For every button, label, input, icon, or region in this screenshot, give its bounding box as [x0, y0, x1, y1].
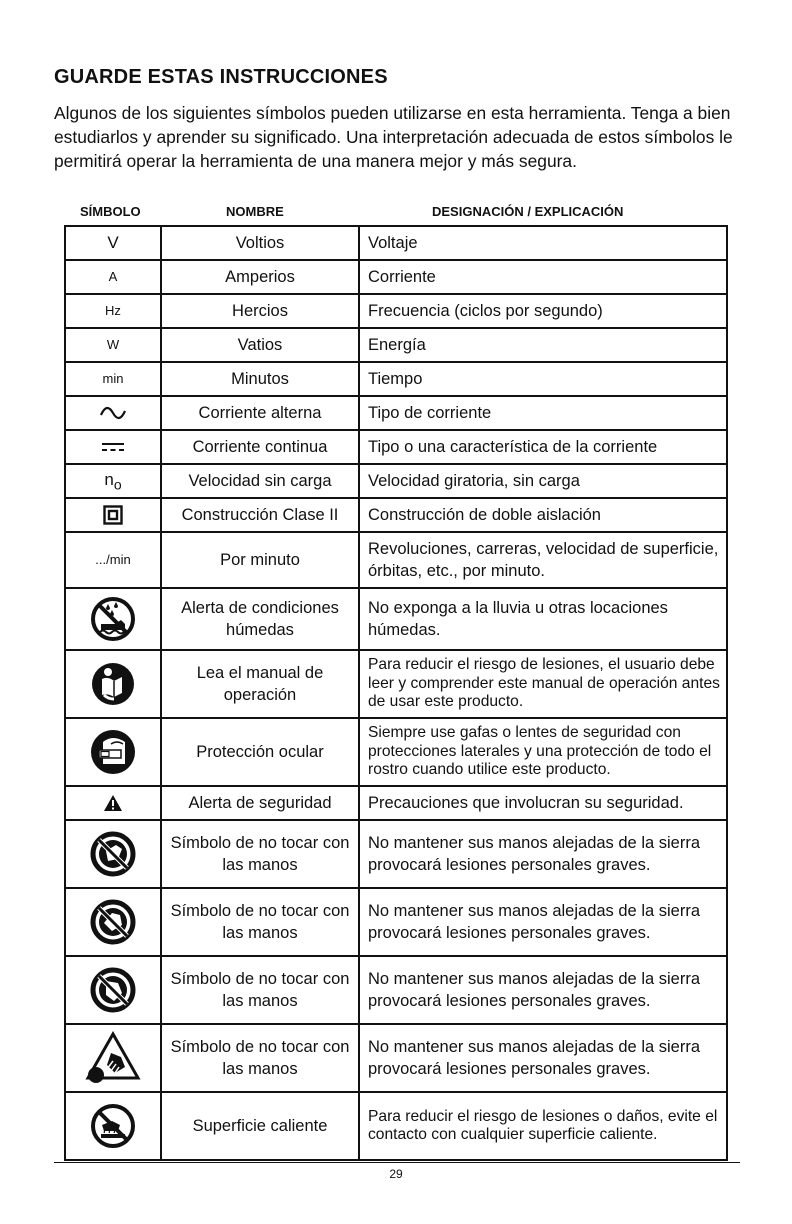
description-cell: No mantener sus manos alejadas de la sierra provocará lesiones personales graves. — [359, 1024, 727, 1092]
name-cell: Símbolo de no tocar con las manos — [161, 888, 359, 956]
table-row — [65, 362, 727, 396]
description-cell: No mantener sus manos alejadas de la sierra provocará lesiones personales graves. — [359, 888, 727, 956]
symbol-cell — [65, 430, 161, 464]
description-cell: Construcción de doble aislación — [359, 498, 727, 532]
page-heading: GUARDE ESTAS INSTRUCCIONES — [54, 66, 388, 88]
description-cell: Para reducir el riesgo de lesiones, el usuario debe leer y comprender este manual de operación antes de usar este producto. — [359, 650, 727, 718]
volt-symbol: V — [107, 233, 119, 252]
description-cell: No exponga a la lluvia u otras locaciones húmedas. — [359, 588, 727, 650]
table-row — [65, 588, 727, 650]
name-cell: Alerta de condiciones húmedas — [161, 588, 359, 650]
name-cell: Símbolo de no tocar con las manos — [161, 820, 359, 888]
class-ii-construction-icon — [103, 505, 123, 525]
safety-alert-icon — [103, 794, 123, 812]
symbol-cell — [65, 498, 161, 532]
column-headers — [64, 204, 728, 222]
symbol-cell — [65, 956, 161, 1024]
column-header-symbol: SÍMBOLO — [80, 204, 141, 219]
name-cell: Por minuto — [161, 532, 359, 588]
symbols-table — [64, 225, 728, 1161]
description-cell: Velocidad giratoria, sin carga — [359, 464, 727, 498]
name-cell: Superficie caliente — [161, 1092, 359, 1160]
symbol-cell — [65, 532, 161, 588]
table-row — [65, 294, 727, 328]
name-cell: Hercios — [161, 294, 359, 328]
direct-current-icon — [100, 441, 126, 453]
no-hands-icon — [90, 899, 136, 945]
table-row — [65, 396, 727, 430]
table-row — [65, 464, 727, 498]
column-header-name: NOMBRE — [226, 204, 284, 219]
table-row — [65, 888, 727, 956]
table-row — [65, 718, 727, 786]
intro-paragraph: Algunos de los siguientes símbolos pueden utilizarse en esta herramienta. Tenga a bien estudiarlos y aprender su significado. Una interpretación adecuada de estos símbolos le permitirá operar la herramienta de una manera mejor y más segura. — [54, 103, 733, 171]
no-hands-icon — [90, 831, 136, 877]
description-cell: Voltaje — [359, 226, 727, 260]
description-cell: Revoluciones, carreras, velocidad de superficie, órbitas, etc., por minuto. — [359, 532, 727, 588]
hertz-symbol: Hz — [105, 303, 121, 318]
description-cell: Siempre use gafas o lentes de seguridad con protecciones laterales y una protección de todo el rostro cuando utilice este producto. — [359, 718, 727, 786]
footer-rule — [54, 1162, 740, 1163]
table-row — [65, 956, 727, 1024]
name-cell: Símbolo de no tocar con las manos — [161, 1024, 359, 1092]
symbol-cell — [65, 1092, 161, 1160]
symbol-cell — [65, 294, 161, 328]
name-cell: Vatios — [161, 328, 359, 362]
symbol-cell — [65, 820, 161, 888]
name-cell: Minutos — [161, 362, 359, 396]
table-row — [65, 532, 727, 588]
description-cell: Energía — [359, 328, 727, 362]
name-cell: Lea el manual de operación — [161, 650, 359, 718]
symbol-cell — [65, 786, 161, 820]
symbol-cell — [65, 888, 161, 956]
ampere-symbol: A — [108, 269, 118, 284]
alternating-current-icon — [98, 405, 128, 421]
symbol-cell — [65, 328, 161, 362]
name-cell: Alerta de seguridad — [161, 786, 359, 820]
description-cell: No mantener sus manos alejadas de la sierra provocará lesiones personales graves. — [359, 820, 727, 888]
symbol-cell — [65, 226, 161, 260]
name-cell: Corriente alterna — [161, 396, 359, 430]
description-cell: Frecuencia (ciclos por segundo) — [359, 294, 727, 328]
wet-conditions-alert-icon — [90, 596, 136, 642]
page-number: 29 — [389, 1167, 403, 1181]
name-cell: Velocidad sin carga — [161, 464, 359, 498]
table-row — [65, 226, 727, 260]
table-row — [65, 820, 727, 888]
symbol-cell — [65, 260, 161, 294]
name-cell: Amperios — [161, 260, 359, 294]
description-cell: Tipo de corriente — [359, 396, 727, 430]
name-cell: Construcción Clase II — [161, 498, 359, 532]
symbol-cell — [65, 464, 161, 498]
table-row — [65, 498, 727, 532]
table-row — [65, 1024, 727, 1092]
description-cell: Tiempo — [359, 362, 727, 396]
symbol-cell — [65, 396, 161, 430]
name-cell: Protección ocular — [161, 718, 359, 786]
table-row — [65, 1092, 727, 1160]
hand-warning-triangle-icon — [85, 1031, 141, 1085]
table-row — [65, 430, 727, 464]
minutes-symbol: min — [102, 371, 124, 386]
no-load-speed-symbol: $n_o$ — [104, 469, 122, 493]
hot-surface-icon — [90, 1103, 136, 1149]
name-cell: Voltios — [161, 226, 359, 260]
symbol-cell — [65, 1024, 161, 1092]
symbol-cell — [65, 588, 161, 650]
eye-protection-icon — [89, 728, 137, 776]
column-header-designation: DESIGNACIÓN / EXPLICACIÓN — [432, 204, 624, 219]
description-cell: Para reducir el riesgo de lesiones o daños, evite el contacto con cualquier superficie caliente. — [359, 1092, 727, 1160]
description-cell: Corriente — [359, 260, 727, 294]
table-row — [65, 260, 727, 294]
symbol-cell — [65, 650, 161, 718]
symbol-cell — [65, 362, 161, 396]
description-cell: Precauciones que involucran su seguridad. — [359, 786, 727, 820]
name-cell: Corriente continua — [161, 430, 359, 464]
symbol-cell — [65, 718, 161, 786]
table-row — [65, 650, 727, 718]
name-cell: Símbolo de no tocar con las manos — [161, 956, 359, 1024]
per-minute-symbol: .../min — [95, 552, 131, 567]
read-manual-icon — [90, 661, 136, 707]
description-cell: No mantener sus manos alejadas de la sierra provocará lesiones personales graves. — [359, 956, 727, 1024]
description-cell: Tipo o una característica de la corriente — [359, 430, 727, 464]
watt-symbol: W — [106, 337, 120, 352]
no-hands-icon — [90, 967, 136, 1013]
table-row — [65, 328, 727, 362]
table-row — [65, 786, 727, 820]
